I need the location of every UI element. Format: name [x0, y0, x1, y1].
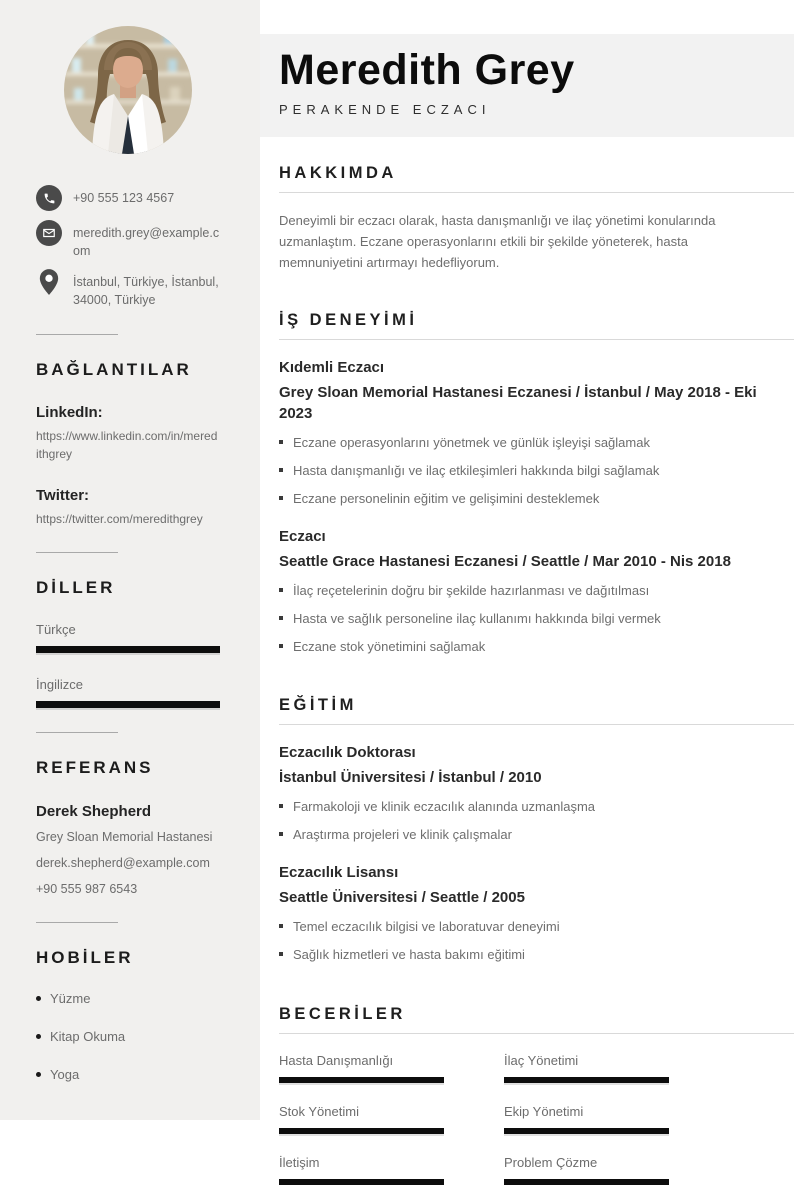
candidate-title: PERAKENDE ECZACI [279, 102, 491, 118]
degree-name: Eczacılık Lisansı [279, 864, 399, 882]
job-role: Eczacı [279, 527, 326, 545]
email-value: meredith.grey@example.com [73, 226, 220, 259]
language-name: İngilizce [36, 676, 83, 692]
main-column [260, 0, 794, 1170]
job-bullets [279, 582, 794, 657]
degree-meta: Seattle Üniversitesi / Seattle / 2005 [279, 889, 525, 907]
skill-level-bar [504, 1179, 669, 1185]
bullet-item [279, 826, 794, 845]
section-rule [279, 724, 794, 725]
language-item [36, 677, 220, 708]
location-value: İstanbul, Türkiye, İstanbul, 34000, Türkiye [73, 275, 219, 308]
linkedin-label: LinkedIn: [36, 403, 103, 421]
language-level-bar [36, 701, 220, 708]
education-entry [279, 864, 794, 965]
bullet-square-icon [279, 496, 283, 500]
bullet-text: Hasta ve sağlık personeline ilaç kullanımı hakkında bilgi vermek [293, 610, 661, 626]
profile-photo [64, 26, 192, 154]
candidate-name: Meredith Grey [279, 46, 575, 94]
phone-value: +90 555 123 4567 [73, 191, 175, 205]
bullet-item [279, 582, 794, 601]
education-section [260, 696, 794, 964]
skills-grid [279, 1053, 794, 1185]
job-bullets [279, 434, 794, 509]
sidebar-divider [36, 922, 118, 923]
about-text: Deneyimli bir eczacı olarak, hasta danışmanlığı ve ilaç yönetimi konularında uzmanlaştım. Eczane operasyonlarını etkili bir şekilde yöneterek, hasta memnuniyetini artırmayı hedefliyorum. [279, 213, 716, 270]
bullet-item [279, 638, 794, 657]
reference-section-title: REFERANS [36, 757, 154, 777]
bullet-item [279, 610, 794, 629]
bullet-item [279, 918, 794, 937]
bullet-text: Sağlık hizmetleri ve hasta bakımı eğitimi [293, 946, 525, 962]
degree-meta: İstanbul Üniversitesi / İstanbul / 2010 [279, 769, 542, 787]
language-name: Türkçe [36, 621, 76, 637]
skill-name: Hasta Danışmanlığı [279, 1052, 394, 1068]
bullet-text: Hasta danışmanlığı ve ilaç etkileşimleri hakkında bilgi sağlamak [293, 463, 660, 479]
section-rule [279, 1033, 794, 1034]
hobbies-section-title: HOBİLER [36, 947, 134, 967]
bullet-item [279, 798, 794, 817]
bullet-square-icon [279, 440, 283, 444]
location-icon [36, 269, 62, 295]
degree-bullets [279, 918, 794, 965]
bullet-square-icon [279, 804, 283, 808]
reference-organization: Grey Sloan Memorial Hastanesi [36, 829, 213, 844]
skill-level-bar [279, 1077, 444, 1083]
job-entry [279, 528, 794, 657]
skill-item [279, 1053, 444, 1083]
experience-title: İŞ DENEYİMİ [279, 311, 418, 330]
reference-email: derek.shepherd@example.com [36, 855, 210, 870]
bullet-item [279, 434, 794, 453]
experience-section [260, 311, 794, 656]
about-section [260, 164, 794, 273]
bullet-text: Araştırma projeleri ve klinik çalışmalar [293, 827, 512, 843]
skill-item [504, 1155, 669, 1185]
bullet-item [279, 490, 794, 509]
bullet-text: Farmakoloji ve klinik eczacılık alanında uzmanlaşma [293, 799, 596, 815]
job-meta: Grey Sloan Memorial Hastanesi Eczanesi / İstanbul / May 2018 - Eki 2023 [279, 384, 757, 423]
bullet-dot-icon [36, 1034, 41, 1039]
bullet-text: İlaç reçetelerinin doğru bir şekilde hazırlanması ve dağıtılması [293, 582, 650, 598]
bullet-square-icon [279, 644, 283, 648]
twitter-url[interactable]: https://twitter.com/meredithgrey [36, 511, 203, 526]
link-item-linkedin [36, 404, 220, 463]
bullet-square-icon [279, 832, 283, 836]
hobby-label: Yüzme [50, 990, 91, 1006]
job-role: Kıdemli Eczacı [279, 359, 385, 377]
languages-section-title: DİLLER [36, 577, 116, 597]
bullet-text: Eczane operasyonlarını yönetmek ve günlük işleyişi sağlamak [293, 435, 650, 451]
linkedin-url[interactable]: https://www.linkedin.com/in/meredithgrey [36, 428, 218, 461]
links-section-title: BAĞLANTILAR [36, 359, 192, 379]
contact-location [36, 269, 220, 309]
email-icon [36, 220, 62, 246]
skills-title: BECERİLER [279, 1004, 406, 1023]
bullet-square-icon [279, 924, 283, 928]
degree-name: Eczacılık Doktorası [279, 744, 416, 762]
bullet-square-icon [279, 952, 283, 956]
sidebar-divider [36, 732, 118, 733]
hobby-item [36, 1067, 220, 1082]
bullet-text: Temel eczacılık bilgisi ve laboratuvar deneyimi [293, 919, 560, 935]
section-rule [279, 339, 794, 340]
bullet-square-icon [279, 616, 283, 620]
job-entry [279, 359, 794, 509]
reference-name: Derek Shepherd [36, 802, 152, 820]
skill-item [504, 1104, 669, 1134]
hobby-item [36, 991, 220, 1006]
language-level-bar [36, 646, 220, 653]
bullet-text: Eczane personelinin eğitim ve gelişimini desteklemek [293, 491, 600, 507]
language-item [36, 622, 220, 653]
degree-bullets [279, 798, 794, 845]
about-title: HAKKIMDA [279, 164, 397, 182]
skill-name: İletişim [279, 1154, 320, 1170]
skill-level-bar [504, 1128, 669, 1134]
hobby-label: Kitap Okuma [50, 1028, 126, 1044]
contact-email [36, 220, 220, 260]
education-title: EĞİTİM [279, 696, 357, 715]
skill-name: İlaç Yönetimi [504, 1052, 579, 1068]
skill-name: Problem Çözme [504, 1154, 598, 1170]
twitter-label: Twitter: [36, 486, 90, 504]
bullet-square-icon [279, 588, 283, 592]
bullet-square-icon [279, 468, 283, 472]
skill-level-bar [504, 1077, 669, 1083]
sidebar-divider [36, 334, 118, 335]
skill-name: Stok Yönetimi [279, 1103, 359, 1119]
contact-block [36, 185, 220, 310]
section-rule [279, 192, 794, 193]
skill-level-bar [279, 1179, 444, 1185]
skill-item [279, 1155, 444, 1185]
contact-phone [36, 185, 220, 211]
education-entry [279, 744, 794, 845]
phone-icon [36, 185, 62, 211]
link-item-twitter [36, 487, 220, 528]
bullet-item [279, 946, 794, 965]
bullet-dot-icon [36, 1072, 41, 1077]
skills-section [260, 1005, 794, 1185]
hobby-item [36, 1029, 220, 1044]
bullet-dot-icon [36, 996, 41, 1001]
skill-name: Ekip Yönetimi [504, 1103, 584, 1119]
reference-phone: +90 555 987 6543 [36, 881, 138, 896]
skill-item [504, 1053, 669, 1083]
bullet-text: Eczane stok yönetimini sağlamak [293, 638, 486, 654]
sidebar-divider [36, 552, 118, 553]
header-band [260, 34, 794, 137]
job-meta: Seattle Grace Hastanesi Eczanesi / Seattle / Mar 2010 - Nis 2018 [279, 552, 731, 570]
sidebar [0, 0, 260, 1120]
hobby-label: Yoga [50, 1066, 80, 1082]
skill-item [279, 1104, 444, 1134]
bullet-item [279, 462, 794, 481]
skill-level-bar [279, 1128, 444, 1134]
